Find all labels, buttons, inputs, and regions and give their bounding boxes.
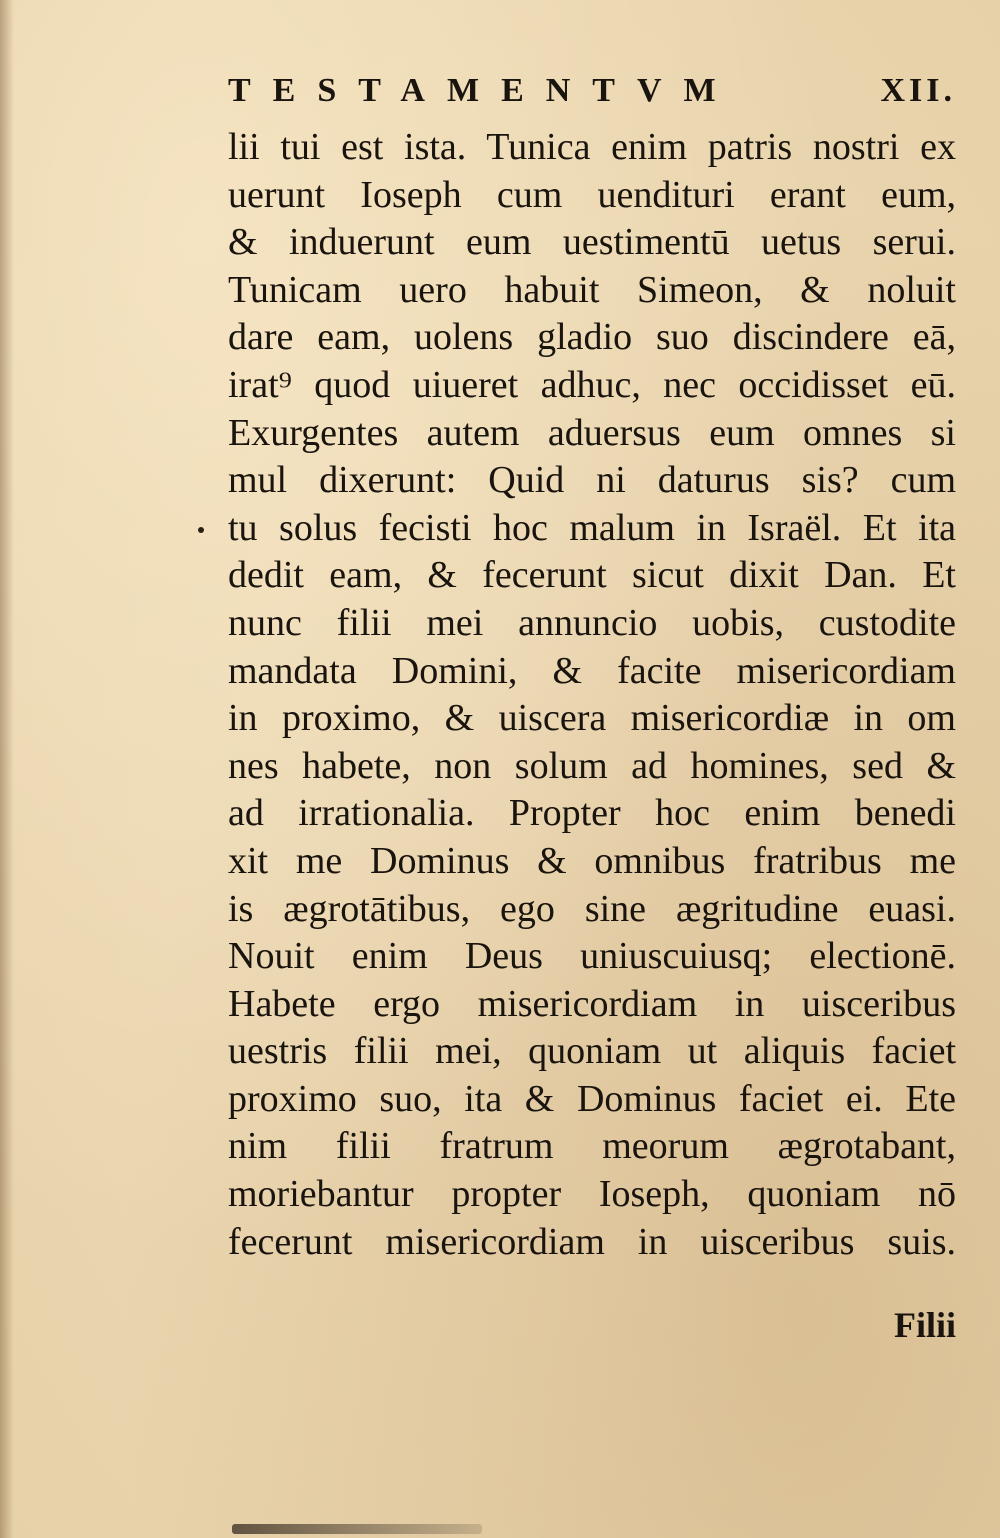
running-head xyxy=(228,72,956,110)
text-line: is ægrotātibus, ego sine ægritudine euasi. xyxy=(228,887,956,930)
text-line: mul dixerunt: Quid ni daturus sis? cum xyxy=(228,459,956,502)
page-gutter-shadow xyxy=(0,0,14,1538)
text-line: dedit eam, & fecerunt sicut dixit Dan. Et xyxy=(228,554,956,597)
text-line: nim filii fratrum meorum ægrotabant, xyxy=(228,1125,956,1168)
text-line: nes habete, non solum ad homines, sed & xyxy=(228,744,956,787)
text-line: irat⁹ quod uiueret adhuc, nec occidisset eū. xyxy=(228,363,956,406)
text-line: proximo suo, ita & Dominus faciet ei. Ete xyxy=(228,1077,956,1120)
text-line: in proximo, & uiscera misericordiæ in om xyxy=(228,697,956,740)
margin-dot-mark xyxy=(198,527,204,533)
text-line: mandata Domini, & facite misericordiam xyxy=(228,649,956,692)
chapter-number: XII. xyxy=(880,72,956,109)
text-line: lii tui est ista. Tunica enim patris nostri ex xyxy=(228,126,956,168)
text-line: uerunt Ioseph cum uendituri erant eum, xyxy=(228,173,956,216)
text-line: nunc filii mei annuncio uobis, custodite xyxy=(228,601,956,644)
text-line: tu solus fecisti hoc malum in Israël. Et ita xyxy=(228,506,956,549)
text-line: dare eam, uolens gladio suo discindere eā, xyxy=(228,316,956,359)
text-line: fecerunt misericordiam in uisceribus suis. xyxy=(228,1220,956,1263)
text-line: Nouit enim Deus uniuscuiusq; electionē. xyxy=(228,935,956,978)
bottom-ink-smudge xyxy=(232,1524,482,1534)
text-line: uestris filii mei, quoniam ut aliquis faciet xyxy=(228,1030,956,1073)
text-line: Exurgentes autem aduersus eum omnes si xyxy=(228,411,956,454)
text-line: ad irrationalia. Propter hoc enim benedi xyxy=(228,792,956,835)
text-block xyxy=(228,124,956,1266)
text-line: Habete ergo misericordiam in uisceribus xyxy=(228,982,956,1025)
catchword: Filii xyxy=(894,1305,956,1345)
text-line: & induerunt eum uestimentū uetus serui. xyxy=(228,221,956,264)
running-title: TESTAMENTVM xyxy=(228,72,738,109)
text-line: moriebantur propter Ioseph, quoniam nō xyxy=(228,1173,956,1216)
text-line: Tunicam uero habuit Simeon, & noluit xyxy=(228,268,956,311)
text-line: xit me Dominus & omnibus fratribus me xyxy=(228,839,956,882)
